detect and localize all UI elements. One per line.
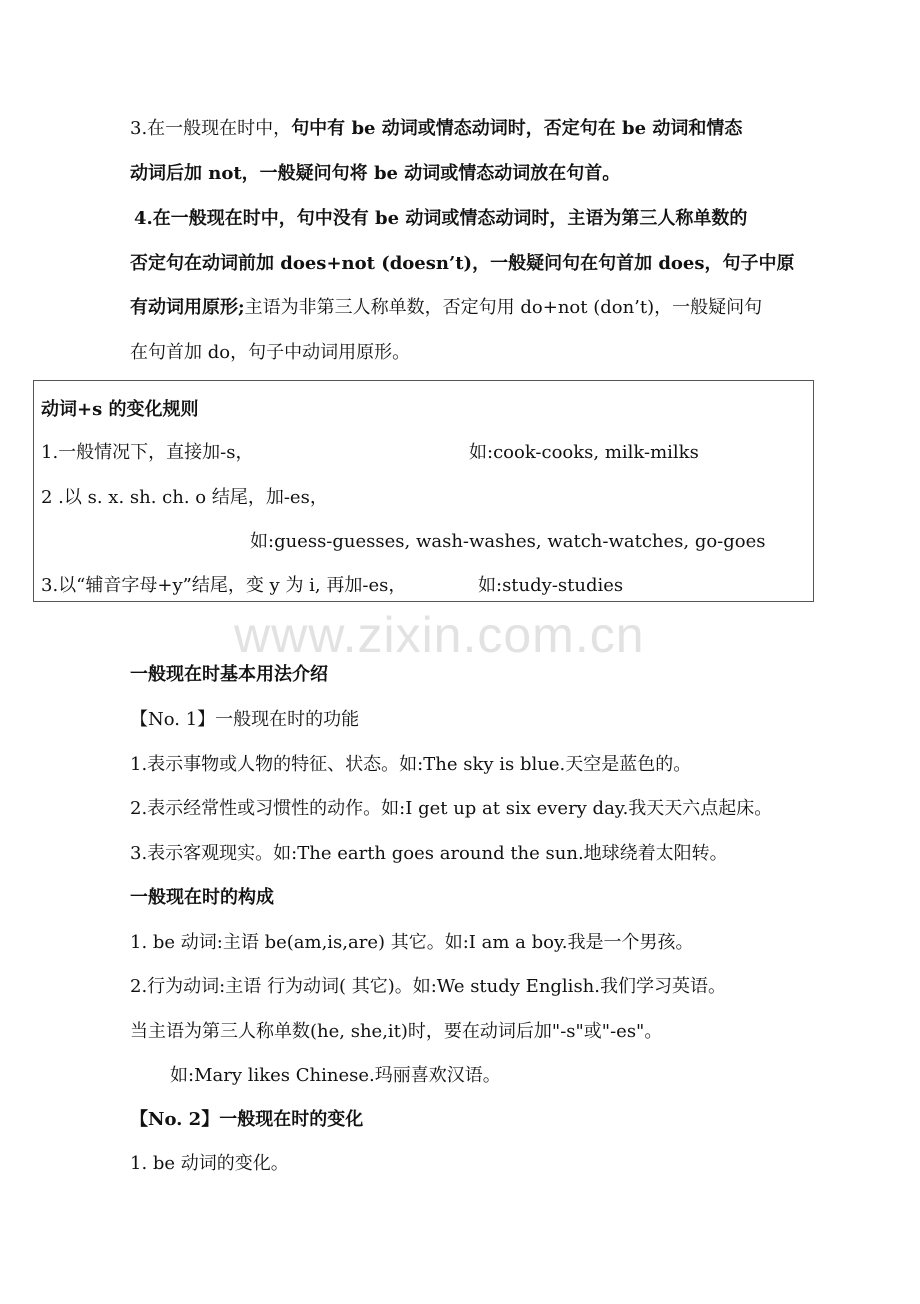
composition-item-4: 如:Mary likes Chinese.玛丽喜欢汉语。 <box>170 1065 501 1086</box>
rule3-line2: 动词后加 not，一般疑问句将 be 动词或情态动词放在句首。 <box>130 163 621 184</box>
rule3-line1 <box>130 114 742 140</box>
rule4-line4: 在句首加 do，句子中动词用原形。 <box>130 342 411 363</box>
rule4-line1: 4.在一般现在时中，句中没有 be 动词或情态动词时，主语为第三人称单数的 <box>134 208 748 229</box>
verb-s-item2-example: 如:guess-guesses, wash-washes, watch-watches, go-goes <box>250 531 766 552</box>
composition-item-3: 当主语为第三人称单数(he, she,it)时，要在动词后加"-s"或"-es"。 <box>130 1021 663 1042</box>
rule3-line1-prefix: 3.在一般现在时中， <box>130 118 292 139</box>
usage-heading: 一般现在时基本用法介绍 <box>130 664 328 685</box>
rule4-line2: 否定句在动词前加 does+not (doesn’t)，一般疑问句在句首加 does，句子中原 <box>130 253 795 274</box>
verb-s-item3-rule: 3.以“辅音字母+y”结尾，变 y 为 i, 再加-es， <box>41 575 407 596</box>
changes-item-1: 1. be 动词的变化。 <box>130 1153 289 1174</box>
verb-s-item2-rule: 2 .以 s. x. sh. ch. o 结尾，加-es， <box>41 487 328 508</box>
verb-s-item1-example: 如:cook-cooks, milk-milks <box>469 442 699 463</box>
composition-item-2: 2.行为动词:主语 行为动词( 其它)。如:We study English.我们学习英语。 <box>130 976 726 997</box>
verb-s-item3-example: 如:study-studies <box>478 575 624 596</box>
rule4-line3-rest: 主语为非第三人称单数，否定句用 do+not (don’t)，一般疑问句 <box>244 297 763 318</box>
no2-heading: 【No. 2】一般现在时的变化 <box>130 1109 364 1130</box>
rule3-line1-bold: 句中有 be 动词或情态动词时，否定句在 be 动词和情态 <box>291 118 743 139</box>
rule4-line3 <box>130 293 762 319</box>
verb-s-box-title: 动词+s 的变化规则 <box>41 399 199 420</box>
watermark-text: www.zixin.com.cn <box>234 607 645 663</box>
no1-heading: 【No. 1】一般现在时的功能 <box>130 709 360 730</box>
usage-item-1: 1.表示事物或人物的特征、状态。如:The sky is blue.天空是蓝色的。 <box>130 754 692 775</box>
composition-item-1: 1. be 动词:主语 be(am,is,are) 其它。如:I am a boy.我是一个男孩。 <box>130 932 694 953</box>
composition-heading: 一般现在时的构成 <box>130 887 274 908</box>
usage-item-3: 3.表示客观现实。如:The earth goes around the sun.地球绕着太阳转。 <box>130 843 728 864</box>
usage-item-2: 2.表示经常性或习惯性的动作。如:I get up at six every day.我天天六点起床。 <box>130 798 773 819</box>
verb-s-item1-rule: 1.一般情况下，直接加-s， <box>41 442 254 463</box>
rule4-line3-bold: 有动词用原形; <box>130 297 245 318</box>
